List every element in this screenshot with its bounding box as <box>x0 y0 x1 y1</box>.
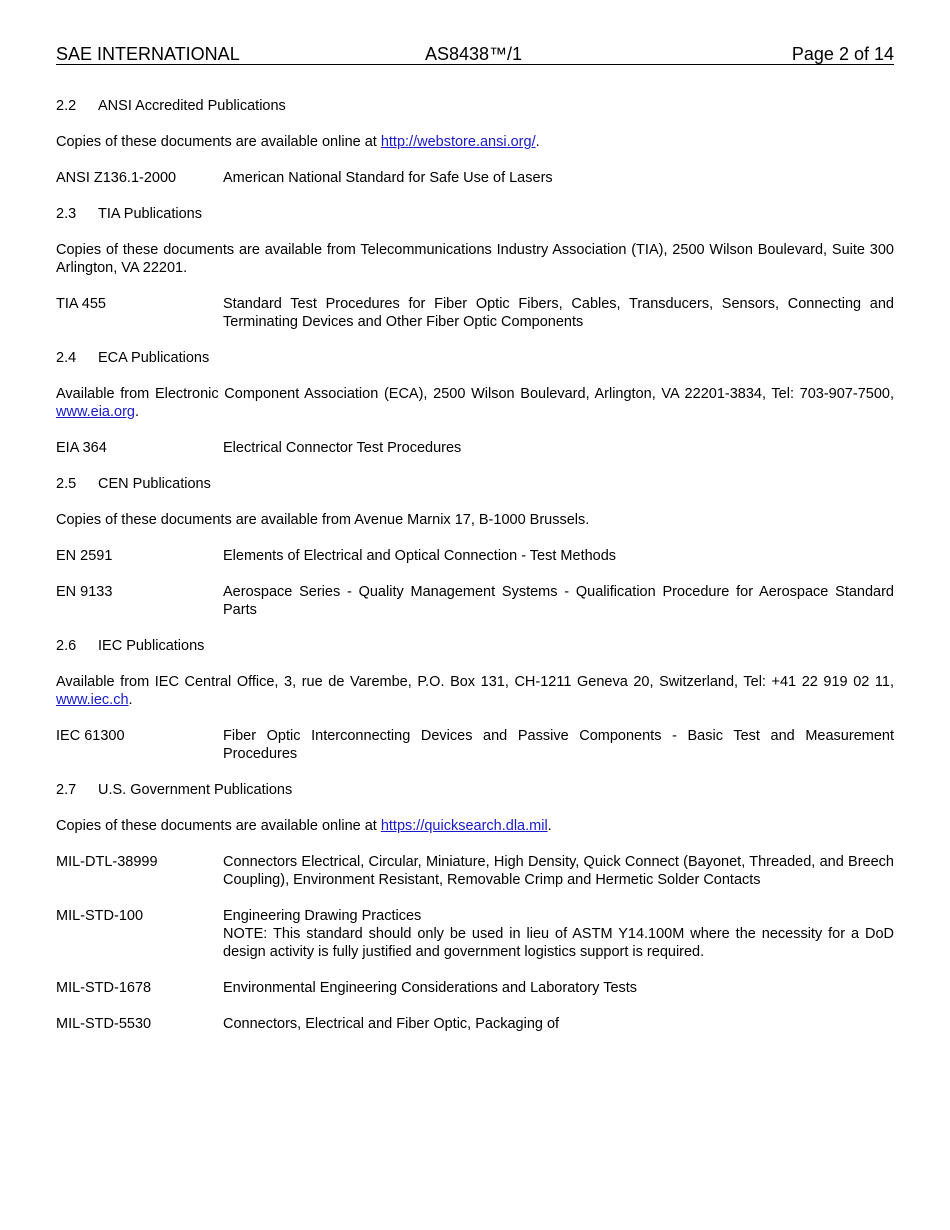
reference-title: Aerospace Series - Quality Management Systems - Qualification Procedure for Aerospace Standard Parts <box>223 584 894 618</box>
reference-code: ANSI Z136.1-2000 <box>56 170 177 186</box>
section-title: TIA Publications <box>98 206 202 222</box>
reference-entry <box>56 295 894 331</box>
section-heading <box>56 781 894 799</box>
page-header <box>56 44 894 65</box>
section-heading <box>56 97 894 115</box>
section-heading <box>56 637 894 655</box>
reference-code: EN 2591 <box>56 548 113 564</box>
reference-code: IEC 61300 <box>56 728 125 744</box>
reference-note: NOTE: This standard should only be used in lieu of ASTM Y14.100M where the necessity for a DoD design activity is fully justified and government logistics support is required. <box>223 926 894 960</box>
reference-title: Electrical Connector Test Procedures <box>223 440 462 456</box>
section-heading <box>56 475 894 493</box>
reference-code: MIL-STD-1678 <box>56 980 152 996</box>
reference-code: EIA 364 <box>56 440 107 456</box>
eia-website-link[interactable]: www.eia.org <box>56 404 135 420</box>
reference-entry <box>56 169 894 187</box>
reference-title: Environmental Engineering Considerations and Laboratory Tests <box>223 980 638 996</box>
reference-title: Engineering Drawing Practices <box>223 908 422 924</box>
reference-entry <box>56 1015 894 1033</box>
reference-entry <box>56 439 894 457</box>
reference-entry <box>56 547 894 565</box>
section-intro: Copies of these documents are available online at http://webstore.ansi.org/. <box>56 134 540 150</box>
section-title: CEN Publications <box>98 476 211 492</box>
reference-entry <box>56 907 894 961</box>
section-intro: Copies of these documents are available online at https://quicksearch.dla.mil. <box>56 818 552 834</box>
section-number: 2.2 <box>56 98 77 114</box>
reference-title: Connectors Electrical, Circular, Miniature, High Density, Quick Connect (Bayonet, Threaded, and Breech Coupling), Environment Resistant, Removable Crimp and Hermetic Solder Contacts <box>223 854 894 888</box>
reference-code: MIL-DTL-38999 <box>56 854 158 870</box>
reference-entry <box>56 583 894 619</box>
reference-title: Elements of Electrical and Optical Connection - Test Methods <box>223 548 617 564</box>
reference-code: MIL-STD-5530 <box>56 1016 152 1032</box>
section-title: U.S. Government Publications <box>98 782 293 798</box>
ansi-webstore-link[interactable]: http://webstore.ansi.org/ <box>380 134 536 150</box>
section-number: 2.4 <box>56 350 77 366</box>
reference-description-block <box>223 907 894 961</box>
header-page-number: Page 2 of 14 <box>791 44 894 64</box>
section-title: ANSI Accredited Publications <box>98 98 286 114</box>
iec-website-link[interactable]: www.iec.ch <box>56 692 129 708</box>
reference-entry <box>56 979 894 997</box>
reference-code: EN 9133 <box>56 584 113 600</box>
section-title: ECA Publications <box>98 350 210 366</box>
reference-title: Fiber Optic Interconnecting Devices and Passive Components - Basic Test and Measurement Procedures <box>223 728 894 762</box>
header-organization: SAE INTERNATIONAL <box>56 44 240 64</box>
section-number: 2.3 <box>56 206 77 222</box>
reference-code: TIA 455 <box>56 296 106 312</box>
reference-entry <box>56 727 894 763</box>
section-intro: Copies of these documents are available from Telecommunications Industry Association (TIA), 2500 Wilson Boulevard, Suite 300 Arlington, VA 22201. <box>56 242 894 276</box>
reference-title: Standard Test Procedures for Fiber Optic Fibers, Cables, Transducers, Sensors, Connecting and Terminating Devices and Other Fiber Optic Components <box>223 296 894 330</box>
section-title: IEC Publications <box>98 638 205 654</box>
section-intro: Available from Electronic Component Association (ECA), 2500 Wilson Boulevard, Arlington, VA 22201-3834, Tel: 703-907-7500, www.eia.org. <box>56 386 894 420</box>
section-number: 2.6 <box>56 638 77 654</box>
reference-title: Connectors, Electrical and Fiber Optic, Packaging of <box>223 1016 560 1032</box>
section-heading <box>56 205 894 223</box>
reference-title: American National Standard for Safe Use of Lasers <box>223 170 553 186</box>
reference-code: MIL-STD-100 <box>56 908 144 924</box>
document-body <box>56 97 894 1051</box>
reference-entry <box>56 853 894 889</box>
section-number: 2.7 <box>56 782 77 798</box>
quicksearch-link[interactable]: https://quicksearch.dla.mil <box>380 818 548 834</box>
header-document-number: AS8438™/1 <box>425 44 523 64</box>
section-intro: Copies of these documents are available from Avenue Marnix 17, B-1000 Brussels. <box>56 512 590 528</box>
section-heading <box>56 349 894 367</box>
section-intro: Available from IEC Central Office, 3, rue de Varembe, P.O. Box 131, CH-1211 Geneva 20, Switzerland, Tel: +41 22 919 02 11, www.iec.ch. <box>56 674 894 708</box>
section-number: 2.5 <box>56 476 77 492</box>
